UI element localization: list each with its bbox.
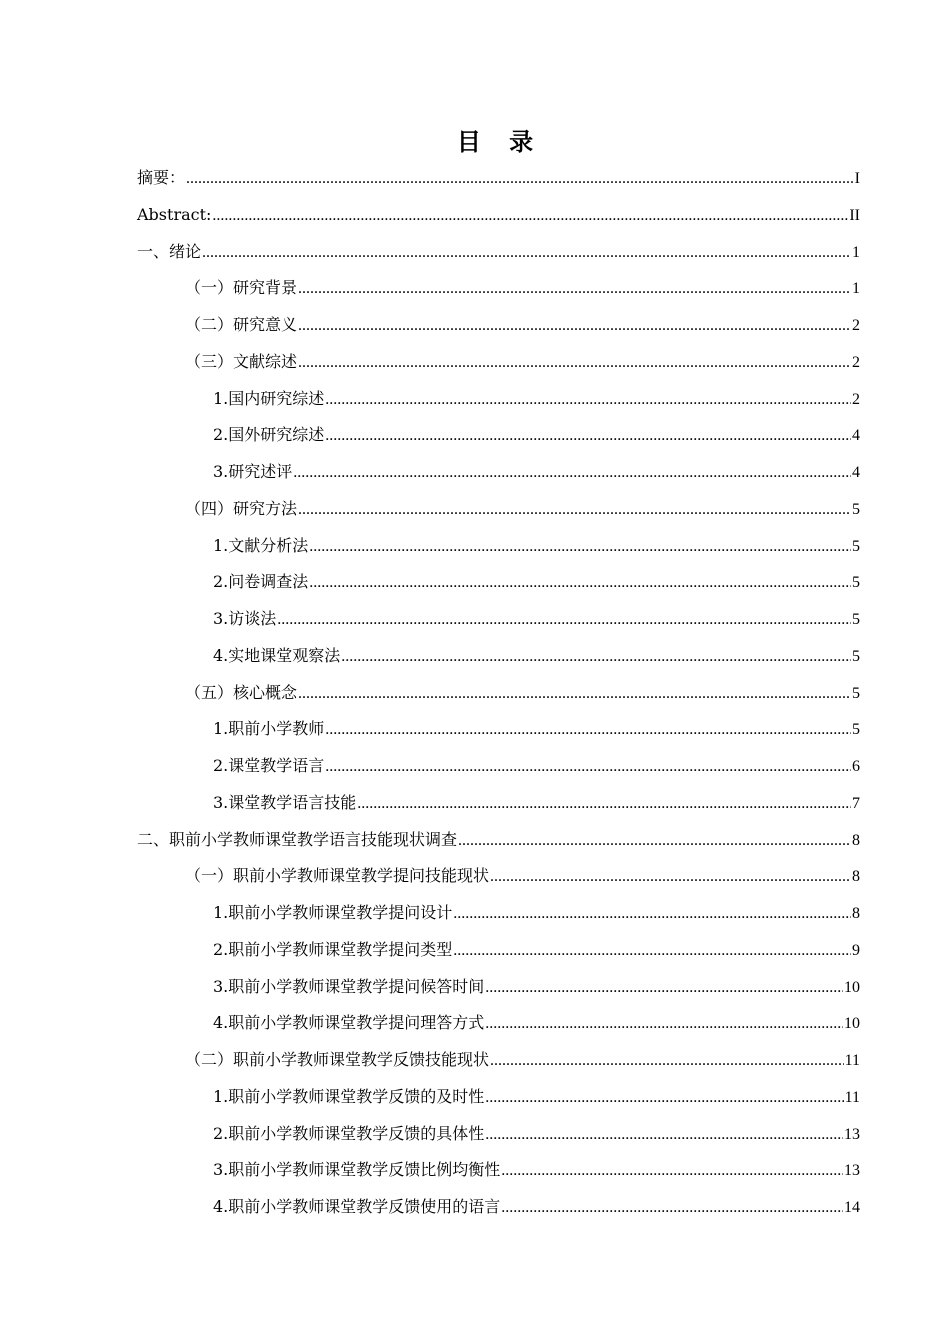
toc-dot-leader	[485, 1080, 843, 1117]
toc-dot-leader	[298, 676, 851, 713]
toc-entry-page-number: 4	[852, 464, 860, 481]
toc-entry-page-number: 8	[852, 905, 860, 922]
toc-entry-page-number: 5	[852, 611, 860, 628]
toc-dot-leader	[325, 418, 851, 455]
toc-entry[interactable]	[137, 785, 860, 822]
toc-dot-leader	[202, 235, 851, 272]
toc-entry[interactable]	[137, 675, 860, 712]
toc-dot-leader	[186, 161, 854, 198]
toc-entry[interactable]	[137, 160, 860, 197]
toc-entry-label: 二、职前小学教师课堂教学语言技能现状调查	[137, 829, 458, 849]
toc-title: 目 录	[456, 128, 544, 156]
toc-entry[interactable]	[137, 711, 860, 748]
toc-entry-page-number: 5	[852, 721, 860, 739]
toc-entry-label: 1.文献分析法	[213, 535, 309, 555]
toc-dot-leader	[485, 1117, 843, 1154]
toc-entry-label: （二）研究意义	[185, 315, 298, 334]
toc-entry-page-number: 2	[852, 390, 860, 408]
toc-entry[interactable]	[137, 491, 860, 528]
toc-entry[interactable]	[137, 1189, 860, 1226]
toc-entry-label: 4.职前小学教师课堂教学提问理答方式	[213, 1013, 485, 1033]
toc-entry-page-number: 5	[852, 684, 860, 702]
toc-entry-page-number: 14	[844, 1199, 860, 1216]
toc-entry-page-number: 10	[844, 1015, 860, 1033]
toc-entry[interactable]	[137, 344, 860, 381]
toc-entry-page-number: 8	[852, 868, 860, 886]
toc-dot-leader	[341, 639, 851, 676]
toc-entry-page-number: 7	[852, 794, 860, 812]
toc-dot-leader	[298, 308, 851, 345]
toc-entry-page-number: 5	[852, 537, 860, 555]
toc-dot-leader	[309, 529, 851, 566]
toc-entry-page-number: 10	[844, 978, 860, 996]
toc-entry-label: 一、绪论	[137, 241, 202, 261]
toc-entry-label: （二）职前小学教师课堂教学反馈技能现状	[185, 1050, 490, 1069]
toc-entry[interactable]	[137, 1079, 860, 1116]
toc-entry[interactable]	[137, 234, 860, 271]
toc-list	[137, 160, 860, 1226]
toc-dot-leader	[453, 933, 851, 970]
toc-entry[interactable]	[137, 748, 860, 785]
toc-entry-label: 2.问卷调查法	[213, 572, 309, 592]
toc-entry-label: 2.职前小学教师课堂教学提问类型	[213, 939, 453, 959]
toc-entry-label: 4.实地课堂观察法	[213, 645, 341, 665]
toc-entry[interactable]	[137, 417, 860, 454]
toc-dot-leader	[277, 602, 851, 639]
toc-dot-leader	[490, 1043, 844, 1080]
toc-entry-page-number: 5	[852, 500, 860, 518]
toc-entry-page-number: 13	[844, 1162, 860, 1180]
toc-entry-page-number: 13	[844, 1125, 860, 1143]
toc-entry-page-number: 6	[852, 758, 860, 775]
toc-dot-leader	[485, 1006, 843, 1043]
toc-entry[interactable]	[137, 454, 860, 491]
toc-dot-leader	[293, 455, 851, 492]
toc-entry-label: 1.职前小学教师	[213, 719, 325, 739]
toc-entry[interactable]	[137, 601, 860, 638]
toc-entry-label: 1.国内研究综述	[213, 388, 325, 408]
toc-entry-label: 1.职前小学教师课堂教学提问设计	[213, 903, 453, 922]
toc-dot-leader	[357, 786, 851, 823]
toc-entry-page-number: 11	[844, 1052, 860, 1069]
toc-entry-label: 3.职前小学教师课堂教学提问候答时间	[213, 976, 485, 996]
toc-dot-leader	[501, 1153, 843, 1190]
toc-entry-label: 3.研究述评	[213, 462, 293, 481]
toc-entry-label: 2.职前小学教师课堂教学反馈的具体性	[213, 1123, 485, 1143]
toc-entry[interactable]	[137, 307, 860, 344]
toc-entry[interactable]	[137, 528, 860, 565]
toc-entry[interactable]	[137, 858, 860, 895]
toc-entry-page-number: 2	[852, 353, 860, 371]
toc-entry-page-number: 5	[852, 647, 860, 665]
toc-entry[interactable]	[137, 1152, 860, 1189]
toc-entry[interactable]	[137, 1116, 860, 1153]
toc-entry[interactable]	[137, 1042, 860, 1079]
toc-entry-page-number: 8	[852, 831, 860, 849]
toc-entry-label: 2.课堂教学语言	[213, 756, 325, 775]
toc-entry[interactable]	[137, 638, 860, 675]
toc-dot-leader	[309, 565, 851, 602]
toc-entry[interactable]	[137, 381, 860, 418]
toc-dot-leader	[298, 345, 851, 382]
toc-dot-leader	[212, 198, 848, 235]
toc-entry-label: （一）研究背景	[185, 278, 298, 298]
toc-dot-leader	[298, 492, 851, 529]
toc-dot-leader	[325, 749, 851, 786]
toc-entry-page-number: 9	[852, 941, 860, 959]
toc-entry[interactable]	[137, 197, 860, 234]
toc-entry-page-number: II	[849, 206, 860, 224]
toc-entry-label: 3.职前小学教师课堂教学反馈比例均衡性	[213, 1160, 501, 1180]
toc-entry-page-number: 1	[852, 243, 860, 261]
toc-entry[interactable]	[137, 895, 860, 932]
toc-entry-page-number: 4	[852, 427, 860, 445]
toc-entry-label: 1.职前小学教师课堂教学反馈的及时性	[213, 1086, 485, 1106]
toc-entry-page-number: 5	[852, 574, 860, 592]
toc-entry-page-number: I	[854, 170, 860, 187]
toc-entry-label: （四）研究方法	[185, 498, 298, 518]
toc-entry-label: 3.访谈法	[213, 609, 277, 628]
toc-entry[interactable]	[137, 822, 860, 859]
toc-entry-page-number: 1	[852, 280, 860, 298]
toc-dot-leader	[325, 382, 851, 419]
toc-dot-leader	[501, 1190, 843, 1227]
toc-entry[interactable]	[137, 1005, 860, 1042]
toc-dot-leader	[453, 896, 851, 933]
toc-dot-leader	[325, 712, 851, 749]
toc-entry-label: 4.职前小学教师课堂教学反馈使用的语言	[213, 1197, 501, 1216]
toc-entry[interactable]	[137, 969, 860, 1006]
toc-dot-leader	[490, 859, 851, 896]
toc-entry-label: 2.国外研究综述	[213, 425, 325, 445]
toc-dot-leader	[458, 823, 851, 860]
toc-entry-page-number: 2	[852, 317, 860, 334]
toc-entry-label: 3.课堂教学语言技能	[213, 792, 357, 812]
toc-entry[interactable]	[137, 932, 860, 969]
toc-entry-label: （三）文献综述	[185, 351, 298, 371]
toc-entry[interactable]	[137, 270, 860, 307]
toc-entry-label: Abstract:	[137, 204, 212, 224]
toc-entry-page-number: 11	[844, 1088, 860, 1106]
toc-entry-label: 摘要：	[137, 168, 186, 187]
toc-dot-leader	[485, 970, 843, 1007]
toc-dot-leader	[298, 271, 851, 308]
toc-entry-label: （一）职前小学教师课堂教学提问技能现状	[185, 866, 490, 886]
toc-entry[interactable]	[137, 564, 860, 601]
toc-entry-label: （五）核心概念	[185, 682, 298, 702]
